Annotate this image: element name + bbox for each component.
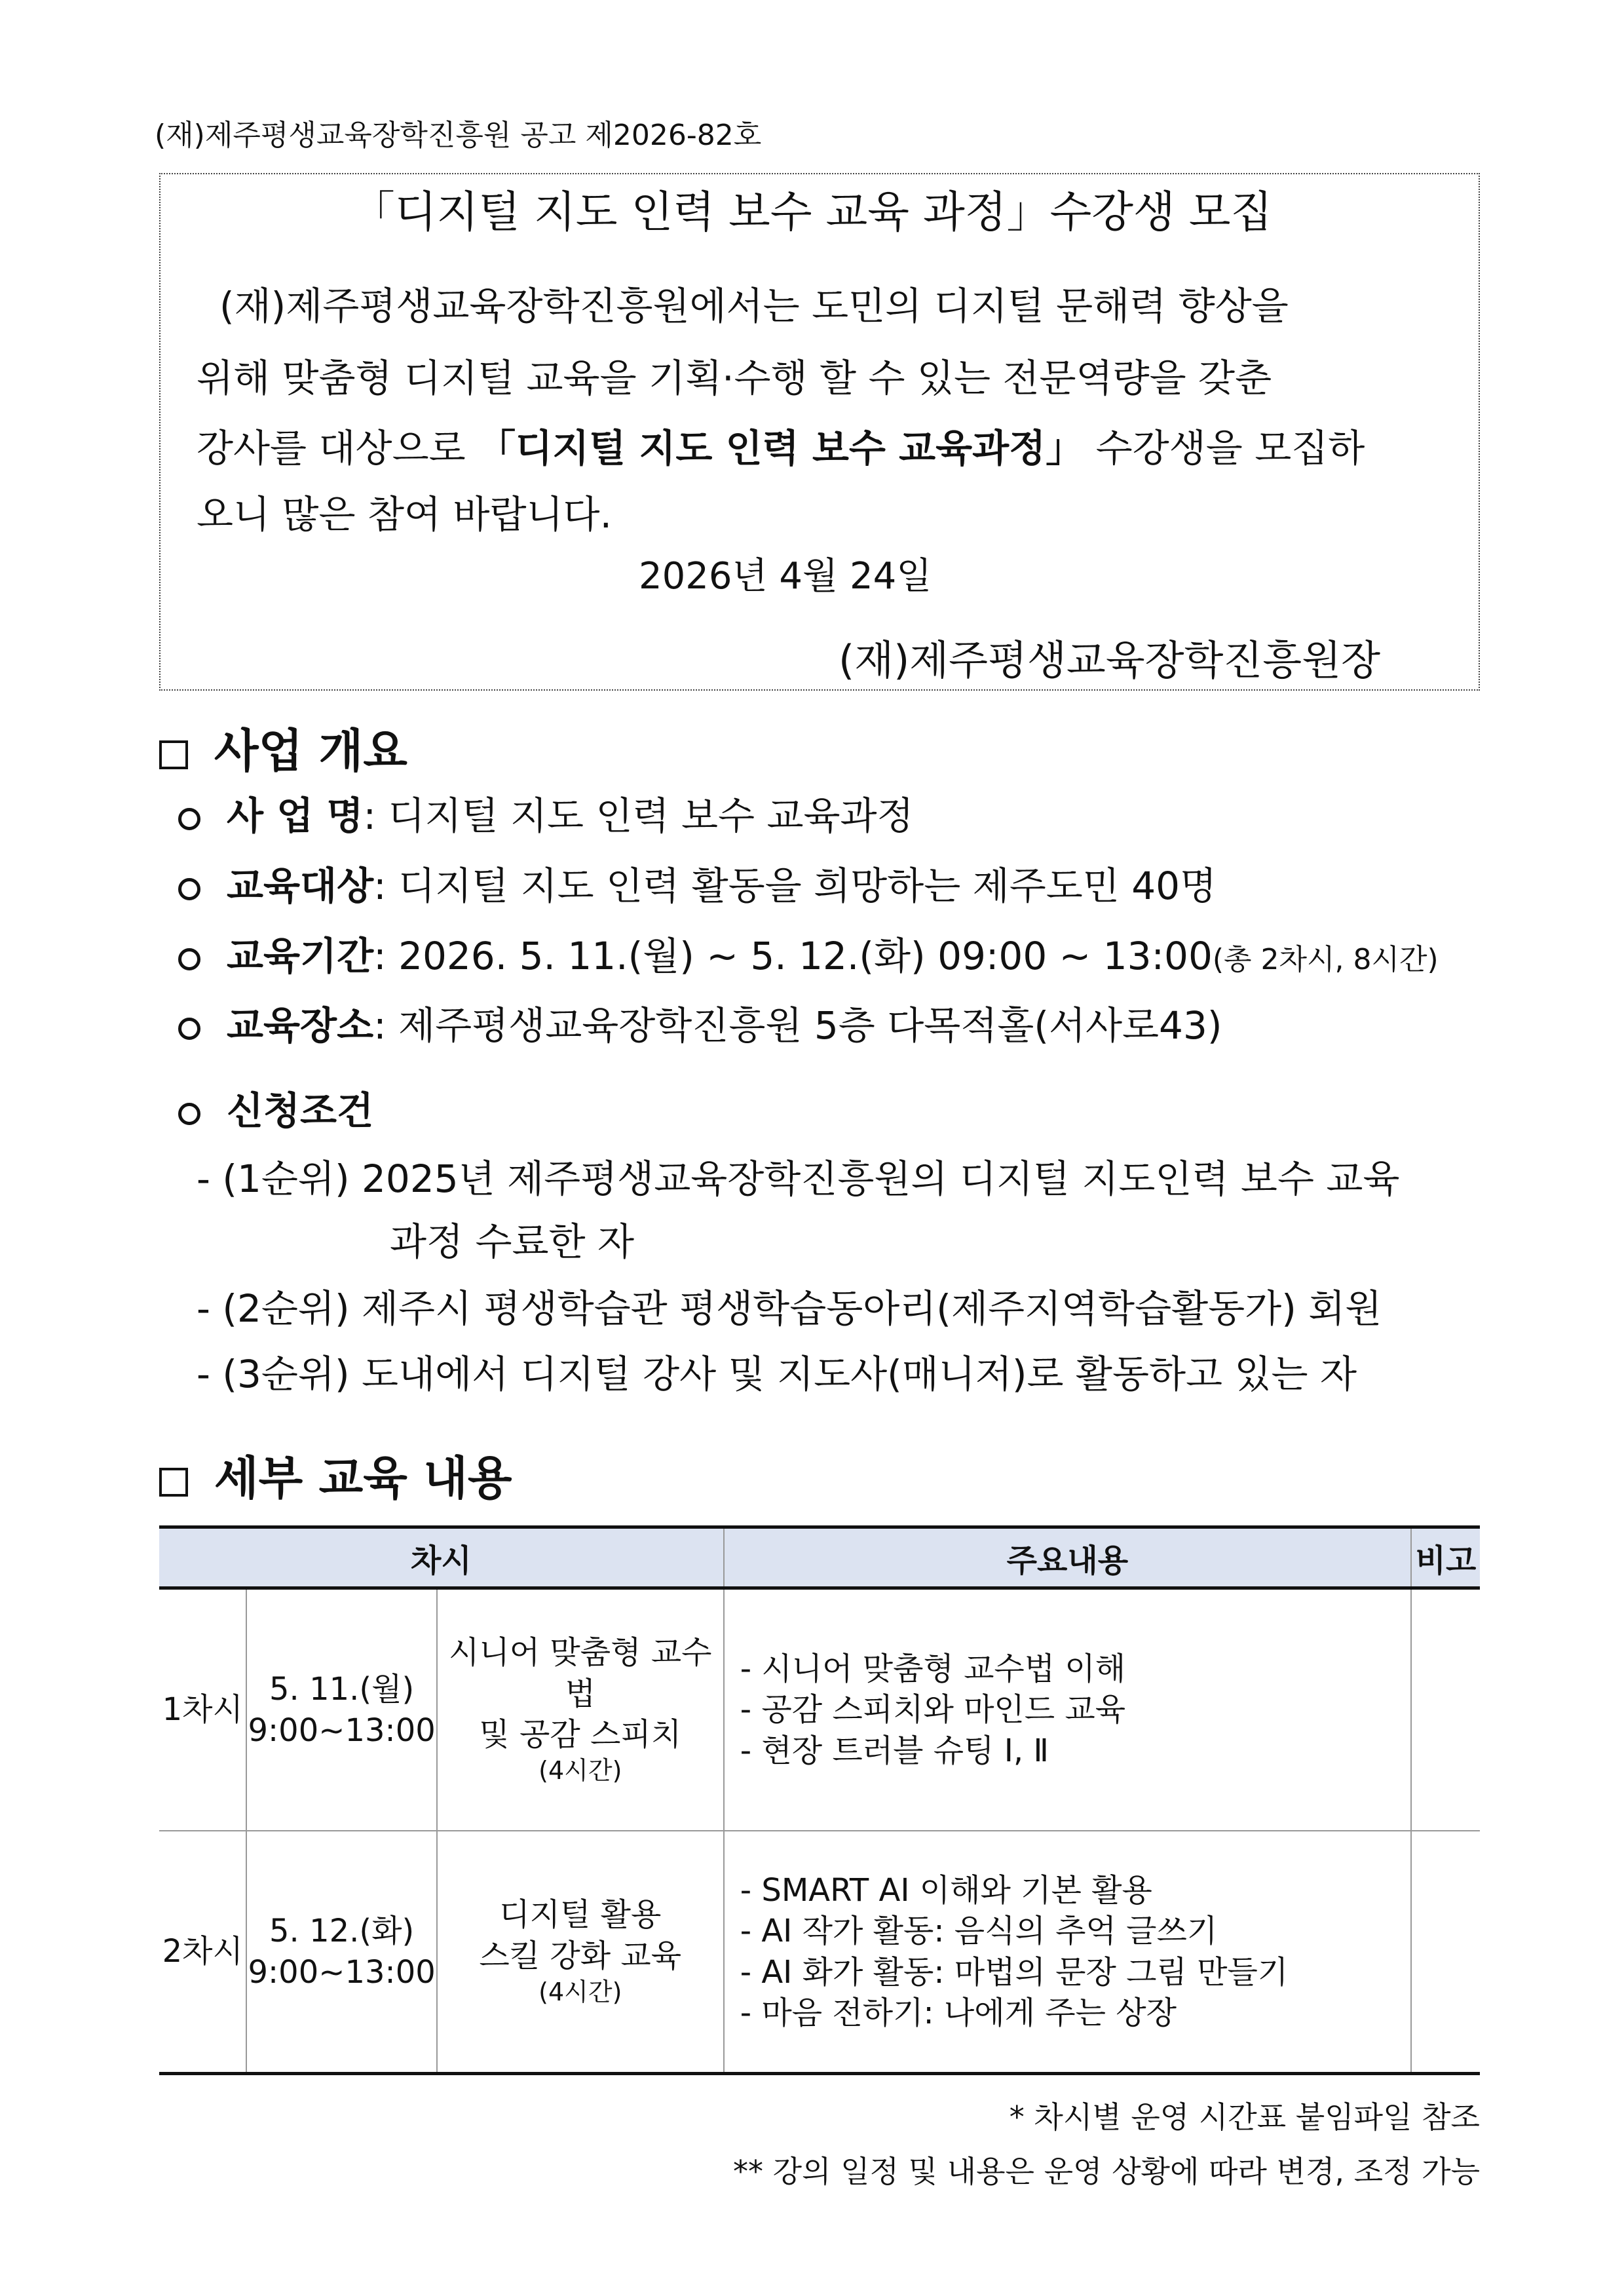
circle-bullet-icon — [178, 1103, 200, 1125]
condition-line: - (2순위) 제주시 평생학습관 평생학습동아리(제주지역학습활동가) 회원 — [197, 1286, 1382, 1331]
condition-line: - (3순위) 도내에서 디지털 강사 및 지도사(매니저)로 활동하고 있는 자 — [197, 1352, 1357, 1396]
section-heading-overview: 사업 개요 — [159, 714, 407, 780]
date-cell: 5. 12.(화) 9:00~13:00 — [246, 1831, 436, 2074]
column-header-session: 차시 — [159, 1527, 724, 1588]
circle-bullet-icon — [178, 1018, 200, 1040]
overview-item-conditions: 신청조건 — [178, 1080, 373, 1135]
circle-bullet-icon — [178, 878, 200, 900]
education-schedule-table — [159, 1525, 1480, 2075]
topic-cell: 시니어 맞춤형 교수법 및 공감 스피치 (4시간) — [437, 1588, 724, 1831]
notice-body-text: 강사를 대상으로 — [197, 426, 478, 470]
notice-signer: (재)제주평생교육장학진흥원장 — [839, 636, 1380, 684]
overview-item-target: 교육대상: 디지털 지도 인력 활동을 희망하는 제주도민 40명 — [178, 855, 1217, 910]
section-heading-details: 세부 교육 내용 — [159, 1442, 512, 1508]
circle-bullet-icon — [178, 808, 200, 830]
contents-cell: - SMART AI 이해와 기본 활용 - AI 작가 활동: 음식의 추억 글쓰기 - AI 화가 활동: 마법의 문장 그림 만들기 - 마음 전하기: 나에게 주는 상장 — [724, 1831, 1411, 2074]
checkbox-square-icon — [159, 740, 188, 769]
remarks-cell — [1411, 1588, 1480, 1831]
condition-line: - (1순위) 2025년 제주평생교육장학진흥원의 디지털 지도인력 보수 교육 — [197, 1157, 1400, 1201]
footnote: ** 강의 일정 및 내용은 운영 상황에 따라 변경, 조정 가능 — [733, 2154, 1480, 2189]
session-cell: 1차시 — [159, 1588, 246, 1831]
overview-item-period: 교육기간: 2026. 5. 11.(월) ~ 5. 12.(화) 09:00 ~ 13:00(총 2차시, 8시간) — [178, 925, 1439, 980]
circle-bullet-icon — [178, 948, 200, 970]
date-cell: 5. 11.(월) 9:00~13:00 — [246, 1588, 436, 1831]
checkbox-square-icon — [159, 1468, 188, 1497]
table-row — [159, 1588, 1480, 1831]
notice-number: (재)제주평생교육장학진흥원 공고 제2026-82호 — [155, 119, 762, 152]
table-row — [159, 1831, 1480, 2074]
column-header-contents: 주요내용 — [724, 1527, 1411, 1588]
notice-body-line: (재)제주평생교육장학진흥원에서는 도민의 디지털 문해력 향상을 — [219, 284, 1289, 328]
notice-body-line: 위해 맞춤형 디지털 교육을 기획·수행 할 수 있는 전문역량을 갖춘 — [197, 356, 1272, 400]
topic-cell: 디지털 활용 스킬 강화 교육 (4시간) — [437, 1831, 724, 2074]
contents-cell: - 시니어 맞춤형 교수법 이해 - 공감 스피치와 마인드 교육 - 현장 트러블 슈팅 Ⅰ, Ⅱ — [724, 1588, 1411, 1831]
footnote: * 차시별 운영 시간표 붙임파일 참조 — [1009, 2099, 1480, 2135]
notice-body-line — [197, 417, 1365, 472]
notice-date: 2026년 4월 24일 — [639, 555, 932, 598]
course-name-emphasis: 「디지털 지도 인력 보수 교육과정」 — [478, 426, 1084, 470]
overview-item-name: 사 업 명: 디지털 지도 인력 보수 교육과정 — [178, 785, 914, 840]
remarks-cell — [1411, 1831, 1480, 2074]
session-cell: 2차시 — [159, 1831, 246, 2074]
notice-body-line: 오니 많은 참여 바랍니다. — [197, 492, 613, 537]
notice-title: 「디지털 지도 인력 보수 교육 과정」수강생 모집 — [351, 187, 1273, 237]
overview-item-location: 교육장소: 제주평생교육장학진흥원 5층 다목적홀(서사로43) — [178, 995, 1222, 1050]
notice-body-text: 수강생을 모집하 — [1084, 426, 1365, 470]
condition-line: 과정 수료한 자 — [390, 1219, 635, 1264]
column-header-remarks: 비고 — [1411, 1527, 1480, 1588]
